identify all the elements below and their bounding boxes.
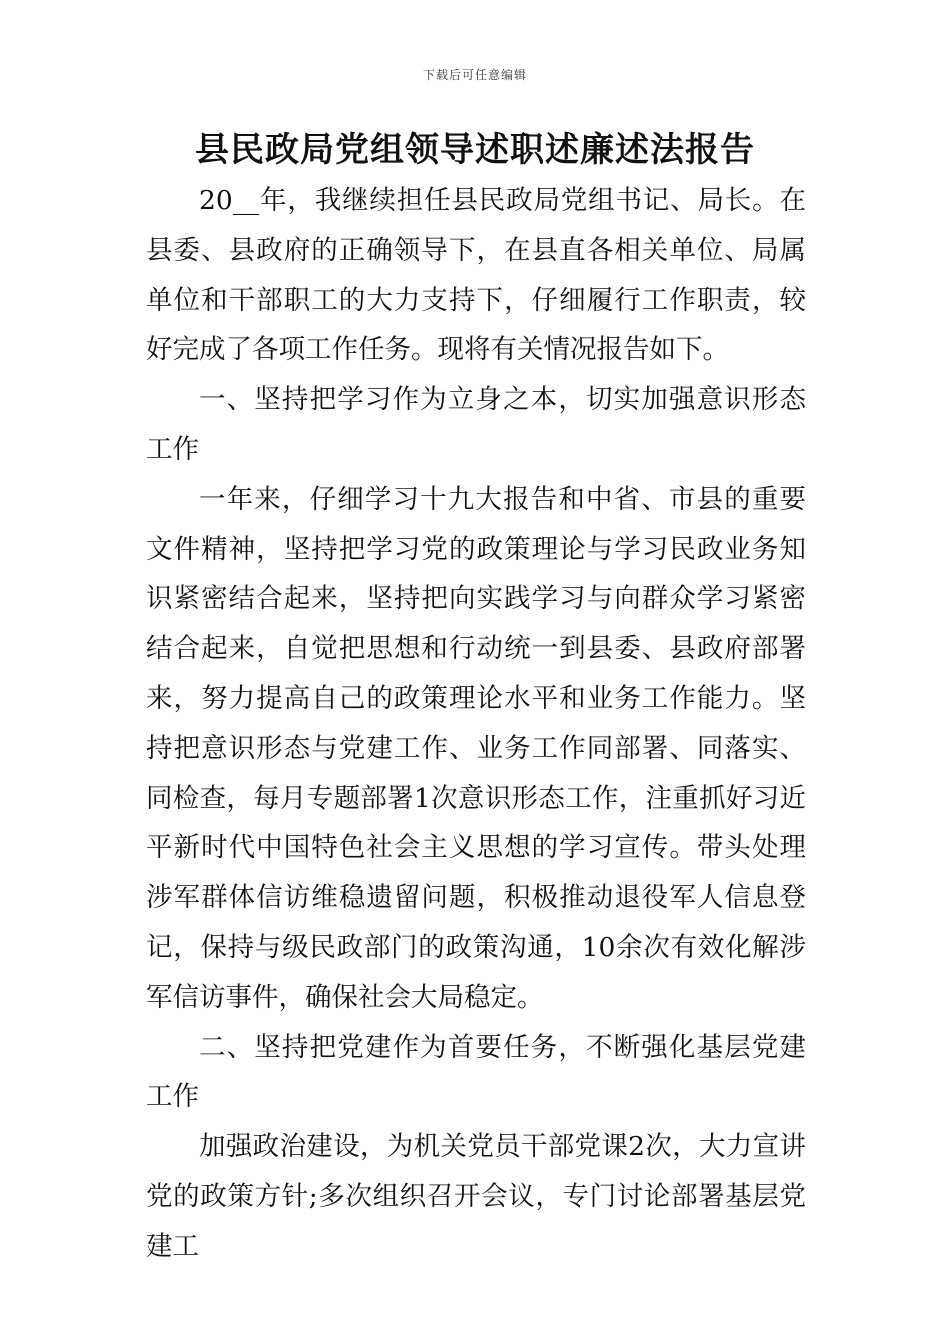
document-title: 县民政局党组领导述职述廉述法报告	[195, 130, 755, 170]
paragraph-intro: 20__年，我继续担任县民政局党组书记、局长。在县委、县政府的正确领导下，在县直各相关单位、局属单位和干部职工的大力支持下，仔细履行工作职责，较好完成了各项工作任务。现将有关情况报告如下。	[146, 185, 806, 366]
paragraph-section-2: 加强政治建设，为机关党员干部党课2次，大力宣讲党的政策方针;多次组织召开会议，专门讨论部署基层党建工	[146, 1131, 806, 1262]
document-body	[146, 176, 806, 1272]
header-note: 下载后可任意编辑	[422, 68, 527, 82]
section-heading-2: 二、坚持把党建作为首要任务，不断强化基层党建工作	[146, 1031, 806, 1113]
section-heading-1: 一、坚持把学习作为立身之本，切实加强意识形态工作	[146, 384, 806, 465]
paragraph-section-1: 一年来，仔细学习十九大报告和中省、市县的重要文件精神，坚持把学习党的政策理论与学习民政业务知识紧密结合起来，坚持把向实践学习与向群众学习紧密结合起来，自觉把思想和行动统一到县委、县政府部署来，努力提高自己的政策理论水平和业务工作能力。坚持把意识形态与党建工作、业务工作同部署、同落实、同检查，每月专题部署1次意识形态工作，注重抓好习近平新时代中国特色社会主义思想的学习宣传。带头处理涉军群体信访维稳遗留问题，积极推动退役军人信息登记，保持与级民政部门的政策沟通，10余次有效化解涉军信访事件，确保社会大局稳定。	[146, 483, 806, 1013]
